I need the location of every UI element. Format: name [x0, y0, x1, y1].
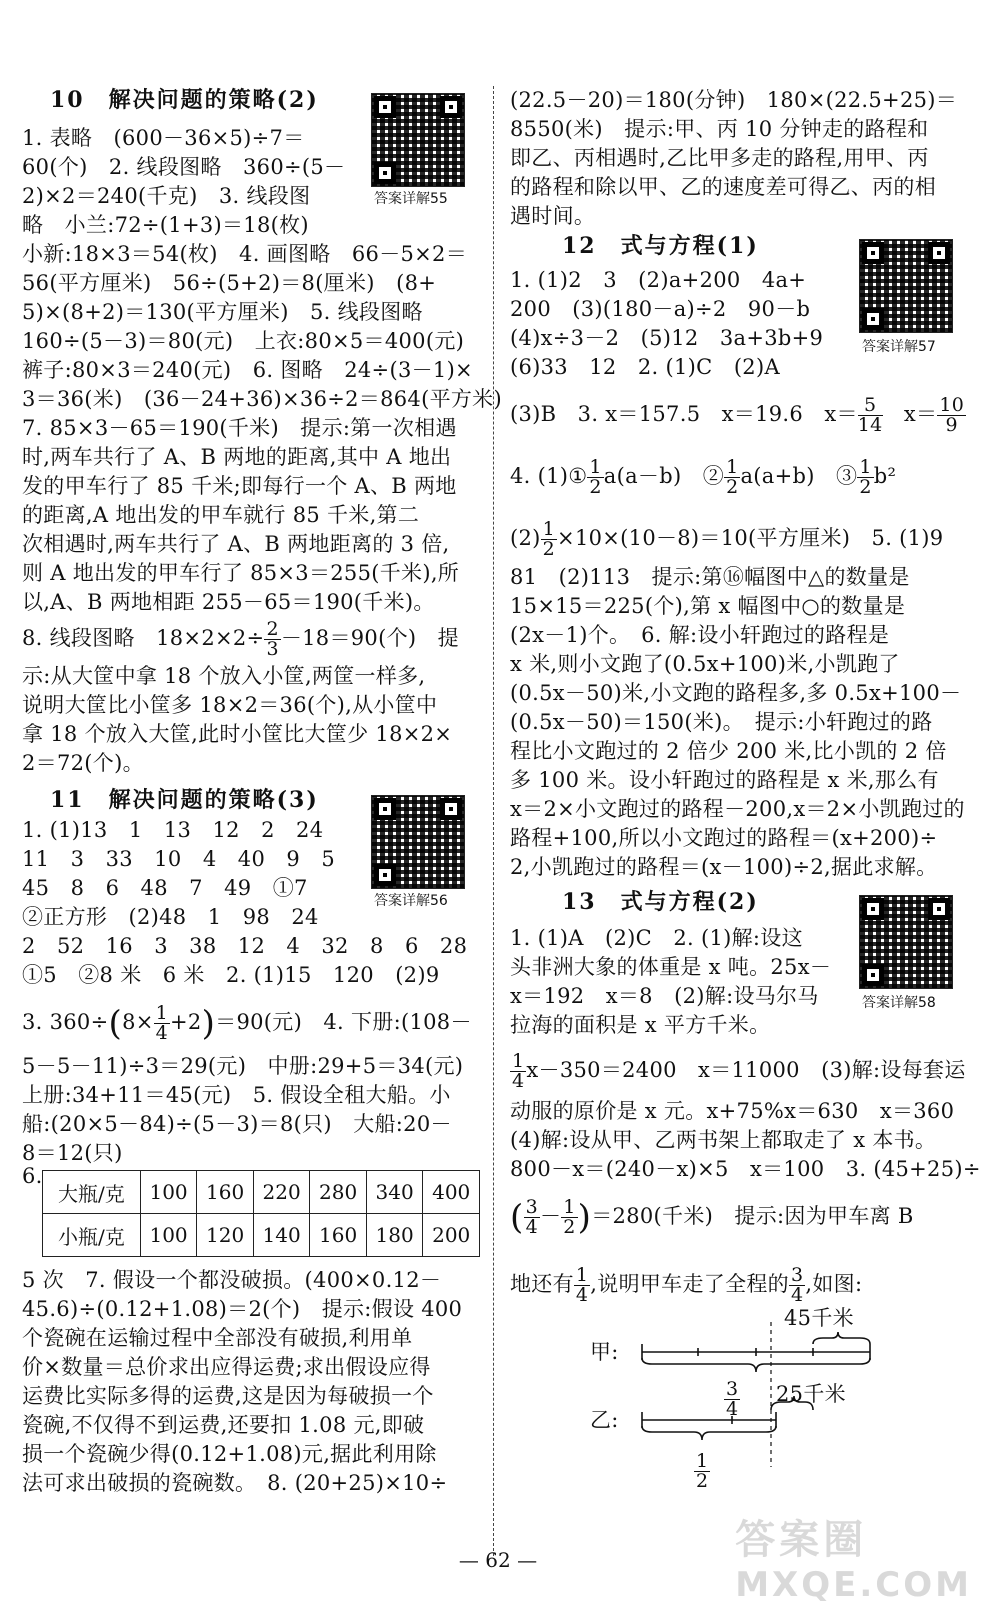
answer-line: ①5 ②8 米 6 米 2. (1)15 120 (2)9 [22, 963, 440, 987]
answer-line: x＝2×小文跑过的路程－200,x＝2×小凯跑过的 [510, 797, 965, 821]
answer-line: 法可求出破损的瓷碗数。 8. (20+25)×10÷ [22, 1471, 448, 1495]
answer-line: 800－x＝(240－x)×5 x＝100 3. (45+25)÷ [510, 1157, 981, 1181]
answer-line: 运费比实际多得的运费,这是因为每破损一个 [22, 1384, 434, 1408]
answer-line: 示:从大筐中拿 18 个放入小筐,两筐一样多, [22, 664, 426, 688]
answer-line: 56(平方厘米) 56÷(5+2)＝8(厘米) (8+ [22, 271, 437, 295]
answer-line-fraction: 3. 360÷(8× $\frac{1}{4}$ +2)＝90(元) 4. 下册:(108－ [22, 1002, 472, 1044]
answer-line: ②正方形 (2)48 1 98 24 [22, 905, 319, 929]
answer-line-fraction: 4. (1)① $\frac{1}{2}$ a(a－b) ② $\frac{1}{2}$ a(a+b) ③ $\frac{1}{2}$ b² [510, 456, 897, 498]
answer-line: 200 (3)(180－a)÷2 90－b [510, 297, 811, 321]
answer-line: 1. (1)A (2)C 2. (1)解:设这 [510, 926, 803, 950]
answer-line: 5－5－11)÷3＝29(元) 中册:29+5＝34(元) [22, 1054, 464, 1078]
answer-line: 以,A、B 两地相距 255－65＝190(千米)。 [22, 590, 435, 614]
answer-line: 1. (1)2 3 (2)a+200 4a+ [510, 268, 807, 292]
answer-line: 头非洲大象的体重是 x 吨。25x－ [510, 955, 832, 979]
fraction: $\frac{3}{4}$ [790, 1264, 804, 1306]
answer-line: 遇时间。 [510, 204, 596, 228]
answer-line: 价×数量＝总价求出应得运费;求出假设应得 [22, 1355, 431, 1379]
answer-line: 7. 85×3－65＝190(千米) 提示:第一次相遇 [22, 416, 457, 440]
answer-line-fraction: ( $\frac{3}{4}$ － $\frac{1}{2}$ )＝280(千米) 提示:因为甲车离 B [510, 1196, 914, 1238]
answer-line-fraction: 地还有 $\frac{1}{4}$ ,说明甲车走了全程的 $\frac{3}{4}$ ,如图: [510, 1264, 863, 1306]
answer-line: (0.5x－50)米,小文跑的路程多,多 0.5x+100－ [510, 681, 962, 705]
answer-line: 160÷(5－3)＝80(元) 上衣:80×5＝400(元) [22, 329, 465, 353]
answer-line: x 米,则小文跑了(0.5x+100)米,小凯跑了 [510, 652, 900, 676]
fraction: $\frac{3}{4}$ [525, 1196, 538, 1238]
table-cell: 400 [423, 1171, 480, 1214]
table-cell: 280 [310, 1171, 367, 1214]
qr-code-57[interactable] [860, 240, 952, 332]
answer-line: 5)×(8+2)＝130(平方厘米) 5. 线段图略 [22, 300, 423, 324]
diagram-label-yi: 乙: [590, 1408, 619, 1432]
answer-line: 2,小凯跑过的路程＝(x－100)÷2,据此求解。 [510, 855, 938, 879]
answer-line: 次相遇时,两车共行了 A、B 两地距离的 3 倍, [22, 532, 450, 556]
qr-code-55[interactable] [372, 94, 464, 186]
table-cell: 200 [423, 1214, 480, 1257]
answer-line: 路程+100,所以小文跑过的路程＝(x+200)÷ [510, 826, 938, 850]
column-divider [493, 86, 494, 1556]
table-cell: 100 [140, 1171, 197, 1214]
answer-line: 即乙、丙相遇时,乙比甲多走的路程,用甲、丙 [510, 146, 929, 170]
table-cell: 220 [253, 1171, 310, 1214]
answer-line: 的距离,A 地出发的甲车就行 85 千米,第二 [22, 503, 420, 527]
answer-line: 45.6)÷(0.12+1.08)＝2(个) 提示:假设 400 [22, 1297, 463, 1321]
answer-line: (2x－1)个。 6. 解:设小轩跑过的路程是 [510, 623, 890, 647]
answer-line: x＝192 x＝8 (2)解:设马尔马 [510, 984, 819, 1008]
table-row [43, 1171, 480, 1214]
table-label: 6. [22, 1164, 43, 1188]
answer-line: 船:(20×5－84)÷(5－3)＝8(只) 大船:20－ [22, 1112, 452, 1136]
answer-line: 瓷碗,不仅得不到运费,还要扣 1.08 元,即破 [22, 1413, 425, 1437]
answer-line: (4)x÷3－2 (5)12 3a+3b+9 [510, 326, 824, 350]
answer-line-fraction: 8. 线段图略 18×2×2÷ $\frac{2}{3}$ －18＝90(个) 提 [22, 618, 459, 660]
answer-line: 则 A 地出发的甲车行了 85×3＝255(千米),所 [22, 561, 460, 585]
answer-line: 1. 表略 (600－36×5)÷7＝ [22, 126, 305, 150]
answer-line: (22.5－20)＝180(分钟) 180×(22.5+25)＝ [510, 88, 958, 112]
watermark-logo: 答案圈 MXQE.COM [735, 1517, 972, 1605]
diagram-fraction-1-2: $\frac{1}{2}$ [696, 1450, 709, 1492]
section-title-12: 12 式与方程(1) [562, 233, 759, 259]
answer-line: 2 52 16 3 38 12 4 32 8 6 28 [22, 934, 468, 958]
fraction: $\frac{5}{14}$ [857, 394, 883, 436]
table-cell: 160 [310, 1214, 367, 1257]
fraction: $\frac{1}{4}$ [155, 1002, 169, 1044]
answer-line: 的路程和除以甲、乙的速度差可得乙、丙的相 [510, 175, 936, 199]
answer-line: 说明大筐比小筐多 18×2＝36(个),从小筐中 [22, 693, 438, 717]
answer-line: 3＝36(米) (36－24+36)×36÷2＝864(平方米) [22, 387, 502, 411]
page-number: — 62 — [458, 1548, 538, 1572]
answer-line: 2)×2＝240(千克) 3. 线段图 [22, 184, 311, 208]
answer-line-fraction: (3)B 3. x＝157.5 x＝19.6 x＝ $\frac{5}{14}$ x＝ $\frac{10}{9}$ [510, 394, 965, 436]
answer-line: 多 100 米。设小轩跑过的路程是 x 米,那么有 [510, 768, 939, 792]
table-cell: 120 [197, 1214, 254, 1257]
answer-line: 裤子:80×3＝240(元) 6. 图略 24÷(3－1)× [22, 358, 473, 382]
answer-line: 8550(米) 提示:甲、丙 10 分钟走的路程和 [510, 117, 929, 141]
answer-line: 略 小兰:72÷(1+3)＝18(枚) [22, 213, 309, 237]
table-cell: 100 [140, 1214, 197, 1257]
answer-line: (4)解:设从甲、乙两书架上都取走了 x 本书。 [510, 1128, 937, 1152]
qr-caption-55: 答案详解55 [374, 191, 448, 207]
answer-line: 小新:18×3＝54(枚) 4. 画图略 66－5×2＝ [22, 242, 468, 266]
answer-line: 5 次 7. 假设一个都没破损。(400×0.12－ [22, 1268, 442, 1292]
section-title-10: 10 解决问题的策略(2) [50, 87, 319, 113]
qr-caption-58: 答案详解58 [862, 995, 936, 1011]
qr-code-58[interactable] [860, 896, 952, 988]
diagram-fraction-3-4: $\frac{3}{4}$ [726, 1378, 739, 1420]
answer-line: 个瓷碗在运输过程中全部没有破损,利用单 [22, 1326, 413, 1350]
table-cell: 140 [253, 1214, 310, 1257]
fraction: $\frac{1}{2}$ [859, 456, 872, 498]
answer-line: 15×15＝225(个),第 x 幅图中○的数量是 [510, 594, 906, 618]
fraction: $\frac{1}{4}$ [575, 1264, 589, 1306]
segment-diagram [580, 1302, 920, 1492]
qr-caption-56: 答案详解56 [374, 893, 448, 909]
fraction: $\frac{1}{4}$ [512, 1050, 525, 1092]
table-cell: 小瓶/克 [43, 1214, 141, 1257]
answer-line: 1. (1)13 1 13 12 2 24 [22, 818, 324, 842]
answer-line: 45 8 6 48 7 49 ①7 [22, 876, 308, 900]
answer-line: 8＝12(只) [22, 1141, 123, 1165]
fraction: $\frac{10}{9}$ [939, 394, 965, 436]
answer-line: 拉海的面积是 x 平方千米。 [510, 1013, 771, 1037]
table-cell: 160 [197, 1171, 254, 1214]
table-cell: 340 [366, 1171, 423, 1214]
answer-line: 81 (2)113 提示:第⑯幅图中△的数量是 [510, 565, 910, 589]
bottle-table [42, 1170, 480, 1257]
fraction: $\frac{1}{2}$ [542, 518, 556, 560]
fraction: $\frac{1}{2}$ [589, 456, 602, 498]
answer-line: (0.5x－50)＝150(米)。 提示:小轩跑过的路 [510, 710, 933, 734]
table-cell: 大瓶/克 [43, 1171, 141, 1214]
diagram-label-25km: 25千米 [776, 1382, 846, 1406]
answer-line: 2＝72(个)。 [22, 751, 144, 775]
qr-caption-57: 答案详解57 [862, 339, 936, 355]
diagram-label-45km: 45千米 [784, 1306, 854, 1330]
answer-line: 损一个瓷碗少得(0.12+1.08)元,据此利用除 [22, 1442, 437, 1466]
diagram-label-jia: 甲: [590, 1340, 619, 1364]
answer-line: 拿 18 个放入大筐,此时小筐比大筐少 18×2× [22, 722, 453, 746]
answer-line-fraction: (2) $\frac{1}{2}$ ×10×(10－8)＝10(平方厘米) 5. (1)9 [510, 518, 944, 560]
fraction: $\frac{1}{2}$ [726, 456, 739, 498]
answer-line: (6)33 12 2. (1)C (2)A [510, 355, 780, 379]
answer-line: 发的甲车行了 85 千米;即每行一个 A、B 两地 [22, 474, 457, 498]
answer-line-fraction: $\frac{1}{4}$ x－350＝2400 x＝11000 (3)解:设每套运 [512, 1050, 966, 1092]
fraction: $\frac{1}{2}$ [563, 1196, 576, 1238]
answer-line: 时,两车共行了 A、B 两地的距离,其中 A 地出 [22, 445, 452, 469]
answer-line: 程比小文跑过的 2 倍少 200 米,比小凯的 2 倍 [510, 739, 947, 763]
answer-line: 上册:34+11＝45(元) 5. 假设全租大船。小 [22, 1083, 451, 1107]
answer-line: 60(个) 2. 线段图略 360÷(5－ [22, 155, 346, 179]
section-title-11: 11 解决问题的策略(3) [50, 787, 319, 813]
table-cell: 180 [366, 1214, 423, 1257]
fraction: $\frac{2}{3}$ [266, 618, 279, 660]
qr-code-56[interactable] [372, 796, 464, 888]
table-row [43, 1214, 480, 1257]
answer-line: 11 3 33 10 4 40 9 5 [22, 847, 336, 871]
answer-line: 动服的原价是 x 元。x+75%x＝630 x＝360 [510, 1099, 955, 1123]
section-title-13: 13 式与方程(2) [562, 889, 759, 915]
